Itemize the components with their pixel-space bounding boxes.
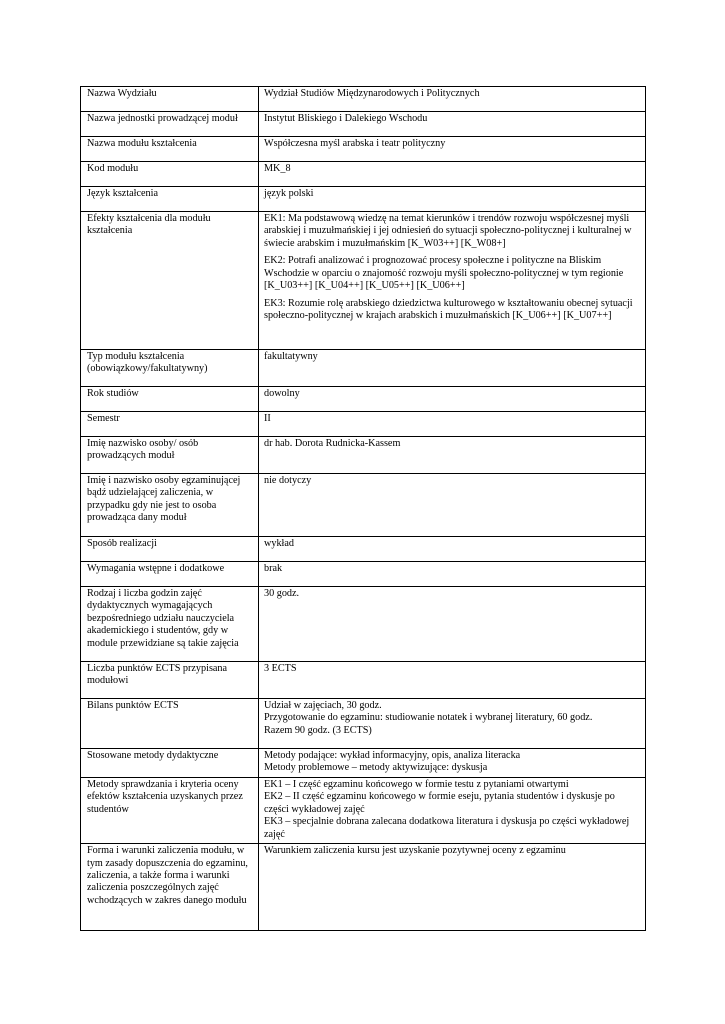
row-label: Metody sprawdzania i kryteria oceny efektów kształcenia uzyskanych przez studentów (81, 777, 259, 843)
table-row (81, 777, 646, 843)
row-value: II (259, 412, 646, 437)
row-label: Sposób realizacji (81, 537, 259, 562)
table-row (81, 587, 646, 662)
row-value: wykład (259, 537, 646, 562)
learning-outcome-ek1: EK1: Ma podstawową wiedzę na temat kierunków i trendów rozwoju współczesnej myśli arabskiej i muzułmańskiej i jej odniesień do sytuacji społeczno-politycznej i kulturalnej w świecie arabskim i muzułmańskim [K_W03++] [K_W08+] (264, 213, 632, 249)
table-row (81, 699, 646, 749)
table-row (81, 212, 646, 350)
teaching-method-line: Metody problemowe – metody aktywizujące: dyskusja (264, 762, 488, 774)
table-row (81, 87, 646, 112)
table-row (81, 137, 646, 162)
row-value: dr hab. Dorota Rudnicka-Kassem (259, 437, 646, 474)
table-row (81, 537, 646, 562)
table-row (81, 387, 646, 412)
table-row (81, 187, 646, 212)
ects-balance-line: Udział w zajęciach, 30 godz. (264, 700, 382, 711)
learning-outcome-ek3: EK3: Rozumie rolę arabskiego dziedzictwa kulturowego w kształtowaniu obecnej sytuacji społeczno-politycznej w krajach arabskich i muzułmańskich [K_U06++] [K_U07++] (264, 297, 633, 322)
row-label: Rok studiów (81, 387, 259, 412)
row-value: 30 godz. (259, 587, 646, 662)
row-label: Nazwa modułu kształcenia (81, 137, 259, 162)
row-value: język polski (259, 187, 646, 212)
row-label: Semestr (81, 412, 259, 437)
row-value: Instytut Bliskiego i Dalekiego Wschodu (259, 112, 646, 137)
row-label: Rodzaj i liczba godzin zajęć dydaktycznych wymagających bezpośredniego udziału nauczyciela akademickiego i studentów, gdy w module przewidziane są takie zajęcia (81, 587, 259, 662)
table-row (81, 749, 646, 778)
row-label: Kod modułu (81, 162, 259, 187)
row-label: Liczba punktów ECTS przypisana modułowi (81, 662, 259, 699)
teaching-method-line: Metody podające: wykład informacyjny, opis, analiza literacka (264, 750, 521, 761)
row-value: fakultatywny (259, 350, 646, 387)
table-row (81, 350, 646, 387)
table-row (81, 562, 646, 587)
row-value (259, 212, 646, 350)
learning-outcome-ek2: EK2: Potrafi analizować i prognozować procesy społeczne i polityczne na Bliskim Wschodzie w oparciu o znajomość rozwoju myśli społeczno-politycznej w tym regionie [K_U03++] [K_U04++] [K_U05++] [K_U06++] (264, 255, 624, 292)
module-description-table (80, 86, 646, 931)
row-value: brak (259, 562, 646, 587)
row-value (259, 699, 646, 749)
table-row (81, 662, 646, 699)
row-value: dowolny (259, 387, 646, 412)
row-label: Typ modułu kształcenia (obowiązkowy/fakultatywny) (81, 350, 259, 387)
assessment-line: EK2 – II część egzaminu końcowego w formie eseju, pytania studentów i dyskusje po części wykładowej zajęć (264, 791, 615, 815)
row-value: Warunkiem zaliczenia kursu jest uzyskanie pozytywnej oceny z egzaminu (259, 844, 646, 931)
row-label: Imię nazwisko osoby/ osób prowadzących moduł (81, 437, 259, 474)
row-label: Język kształcenia (81, 187, 259, 212)
row-value (259, 749, 646, 778)
row-value: MK_8 (259, 162, 646, 187)
table-row (81, 162, 646, 187)
row-value (259, 777, 646, 843)
assessment-line: EK3 – specjalnie dobrana zalecana dodatkowa literatura i dyskusja po części wykładowej zajęć (264, 816, 630, 840)
table-row (81, 844, 646, 931)
row-value: Wydział Studiów Międzynarodowych i Politycznych (259, 87, 646, 112)
row-value: 3 ECTS (259, 662, 646, 699)
table-row (81, 412, 646, 437)
row-label: Stosowane metody dydaktyczne (81, 749, 259, 778)
row-label: Wymagania wstępne i dodatkowe (81, 562, 259, 587)
table-row (81, 437, 646, 474)
row-value: nie dotyczy (259, 474, 646, 537)
row-value: Współczesna myśl arabska i teatr polityczny (259, 137, 646, 162)
row-label: Nazwa jednostki prowadzącej moduł (81, 112, 259, 137)
assessment-line: EK1 – I część egzaminu końcowego w formie testu z pytaniami otwartymi (264, 778, 569, 790)
row-label: Efekty kształcenia dla modułu kształcenia (81, 212, 259, 350)
ects-balance-line: Przygotowanie do egzaminu: studiowanie notatek i wybranej literatury, 60 godz. (264, 712, 593, 724)
table-row (81, 474, 646, 537)
ects-balance-line: Razem 90 godz. (3 ECTS) (264, 724, 372, 736)
row-label: Nazwa Wydziału (81, 87, 259, 112)
row-label: Forma i warunki zaliczenia modułu, w tym zasady dopuszczenia do egzaminu, zaliczenia, a także forma i warunki zaliczenia poszczególnych zajęć wchodzących w zakres danego modułu (81, 844, 259, 931)
row-label: Imię i nazwisko osoby egzaminującej bądź udzielającej zaliczenia, w przypadku gdy nie jest to osoba prowadząca dany moduł (81, 474, 259, 537)
table-row (81, 112, 646, 137)
row-label: Bilans punktów ECTS (81, 699, 259, 749)
